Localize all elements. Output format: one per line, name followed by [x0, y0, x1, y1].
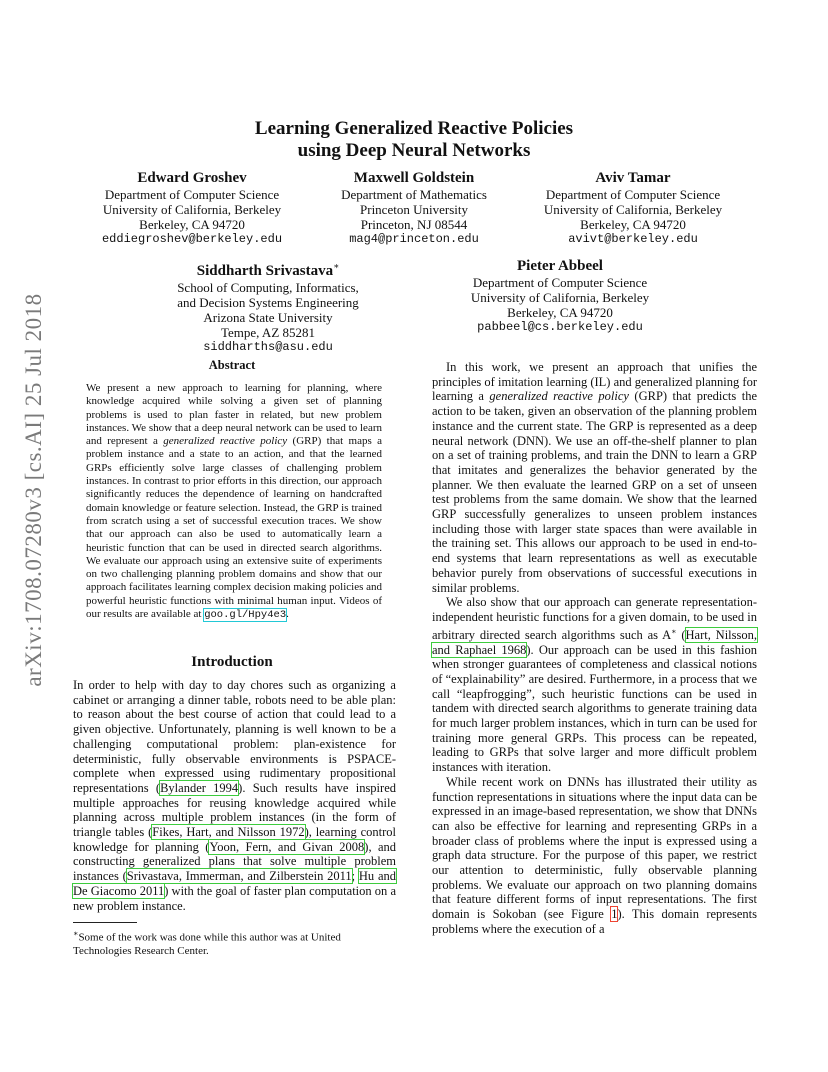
figure-ref-link[interactable]: 1: [611, 907, 618, 922]
citation-link[interactable]: Yoon, Fern, and Givan 2008: [209, 839, 365, 854]
footnote: ∗Some of the work was done while this author was at United Technologies Research Center.: [73, 929, 341, 957]
author-inst: University of California, Berkeley: [102, 202, 282, 217]
author-email[interactable]: mag4@princeton.edu: [349, 232, 479, 246]
author-inst: University of California, Berkeley: [470, 290, 650, 305]
author-name: Maxwell Goldstein: [353, 170, 475, 186]
author-footnote-mark[interactable]: ∗: [333, 261, 340, 271]
author-block-1: [72, 170, 312, 247]
abstract-heading: Abstract: [208, 358, 256, 372]
author-addr: Berkeley, CA 94720: [507, 305, 613, 320]
intro-paragraph: In order to help with day to day chores such as organizing a cabinet or arranging a dinner table, robots need to be able plan: to reason about the best course of action that could lead to a given objective. Unfortunately, planning is well known to be a challenging computational problem: plan-existence for deterministic, fully observable environments is PSPACE-complete when expressed using rudimentary propositional representations (Bylander 1994). Such results have inspired multiple approaches for reusing knowledge acquired while planning across multiple problem instances (in the form of triangle tables (Fikes, Hart, and Nilsson 1972), learning control knowledge for planning (Yoon, Fern, and Givan 2008), and constructing generalized plans that solve multiple problem instances (Srivastava, Immerman, and Zilberstein 2011; Hu and De Giacomo 2011) with the goal of faster plan computation on a new problem instance.: [73, 678, 397, 913]
citation-link[interactable]: Hu and De Giacomo 2011: [73, 869, 396, 898]
author-inst: and Decision Systems Engineering: [177, 295, 359, 310]
video-url-link[interactable]: goo.gl/Hpy4e3: [204, 609, 287, 622]
body-paragraph: We also show that our approach can generate representation-independent heuristic functions for a given domain, to be used in arbitrary directed search algorithms such as A∗ (Hart, Nilsson, and Raphael 1968). Our approach can be used in this fashion when stronger guarantees of completeness and classical notions of “explainability” are desired. Furthermore, in a process that we call “leapfrogging”, such heuristic functions can be used in tandem with directed search algorithms to generate training data for much larger problem instances, which in turn can be used for training more general GRPs. This process can be repeated, leading to GRPs that solve larger and more difficult problem instances with iteration.: [432, 595, 757, 775]
citation-link[interactable]: Srivastava, Immerman, and Zilberstein 2011: [126, 869, 352, 884]
author-block-3: [513, 170, 753, 247]
author-dept: School of Computing, Informatics,: [177, 280, 359, 295]
author-dept: Department of Mathematics: [341, 187, 487, 202]
author-email[interactable]: eddiegroshev@berkeley.edu: [101, 232, 283, 246]
introduction-heading: Introduction: [191, 654, 273, 670]
arxiv-sidebar: [14, 293, 54, 687]
author-dept: Department of Computer Science: [472, 275, 648, 290]
author-dept: Department of Computer Science: [545, 187, 721, 202]
author-block-4: [148, 258, 388, 355]
author-email[interactable]: siddharths@asu.edu: [203, 340, 333, 354]
author-inst: Princeton University: [360, 202, 468, 217]
citation-link[interactable]: Fikes, Hart, and Nilsson 1972: [152, 825, 305, 840]
citation-link[interactable]: Bylander 1994: [160, 780, 239, 795]
right-column-body: [432, 360, 757, 937]
author-block-2: [294, 170, 534, 247]
author-addr: Berkeley, CA 94720: [580, 217, 686, 232]
body-paragraph: In this work, we present an approach that unifies the principles of imitation learning (IL) and generalized planning for learning a generalized reactive policy (GRP) that predicts the action to be taken, given an observation of the planning problem instance and the current state. The GRP is represented as a deep neural network (DNN). We use an off-the-shelf planner to plan on a set of training problems, and train the DNN to learn a GRP that imitates and generalizes the behavior generated by the planner. We then evaluate the learned GRP on a set of unseen test problems from the same domain. We show that the learned GRP successfully generalizes to unseen problem instances including those with larger state spaces than were available in the training set. This allows our approach to be used in end-to-end systems that learn representations as well as executable behavior purely from observations of successful executions in similar problems.: [432, 360, 757, 595]
author-name: Pieter Abbeel: [517, 258, 603, 274]
author-block-5: [440, 258, 680, 335]
author-name: Aviv Tamar: [595, 170, 671, 186]
author-email[interactable]: avivt@berkeley.edu: [568, 232, 698, 246]
author-name: Edward Groshev: [137, 170, 247, 186]
body-paragraph: While recent work on DNNs has illustrated their utility as function representations in situations where the input data can be expressed in an image-based representation, we show that DNNs can also be effective for learning and representing GRPs in a broader class of problems where the input is expressed using a graph data structure. For the purpose of this paper, we restrict our attention to deterministic, fully observable planning problems. We evaluate our approach on two planning domains that feature different forms of input representations. The first domain is Sokoban (see Figure 1). This domain represents problems where the execution of a: [432, 774, 757, 936]
abstract-body: We present a new approach to learning for planning, where knowledge acquired while solving a given set of planning problems is used to plan faster in related, but new problem instances. We show that a deep neural network can be used to learn and represent a generalized reactive policy (GRP) that maps a problem instance and a state to an action, and that the learned GRPs efficiently solve large classes of challenging problem instances. In contrast to prior efforts in this direction, our approach significantly reduces the dependence of learning on handcrafted domain knowledge or feature selection. Instead, the GRP is trained from scratch using a set of successful execution traces. We show that our approach can also be used to automatically learn a heuristic function that can be used in directed search algorithms. We evaluate our approach using an extensive suite of experiments on two challenging planning problem domains and show that our approach facilitates learning complex decision making policies and powerful heuristic functions with minimal human input. Videos of our results are available at goo.gl/Hpy4e3.: [86, 382, 382, 622]
author-inst: University of California, Berkeley: [543, 202, 723, 217]
title-line-2: using Deep Neural Networks: [297, 140, 531, 161]
author-inst-2: Arizona State University: [203, 310, 333, 325]
footnote-divider: [73, 922, 137, 923]
introduction-body: [73, 678, 396, 913]
author-email[interactable]: pabbeel@cs.berkeley.edu: [477, 320, 643, 334]
author-name: Siddharth Srivastava∗: [196, 261, 340, 279]
arxiv-id: arXiv:1708.07280v3 [cs.AI] 25 Jul 2018: [21, 293, 46, 687]
title-line-1: Learning Generalized Reactive Policies: [254, 118, 574, 139]
author-addr: Tempe, AZ 85281: [220, 325, 316, 340]
paper-title: [0, 118, 828, 162]
author-dept: Department of Computer Science: [104, 187, 280, 202]
author-addr: Princeton, NJ 08544: [360, 217, 468, 232]
author-addr: Berkeley, CA 94720: [139, 217, 245, 232]
citation-link[interactable]: Hart, Nilsson, and Raphael 1968: [432, 627, 757, 657]
